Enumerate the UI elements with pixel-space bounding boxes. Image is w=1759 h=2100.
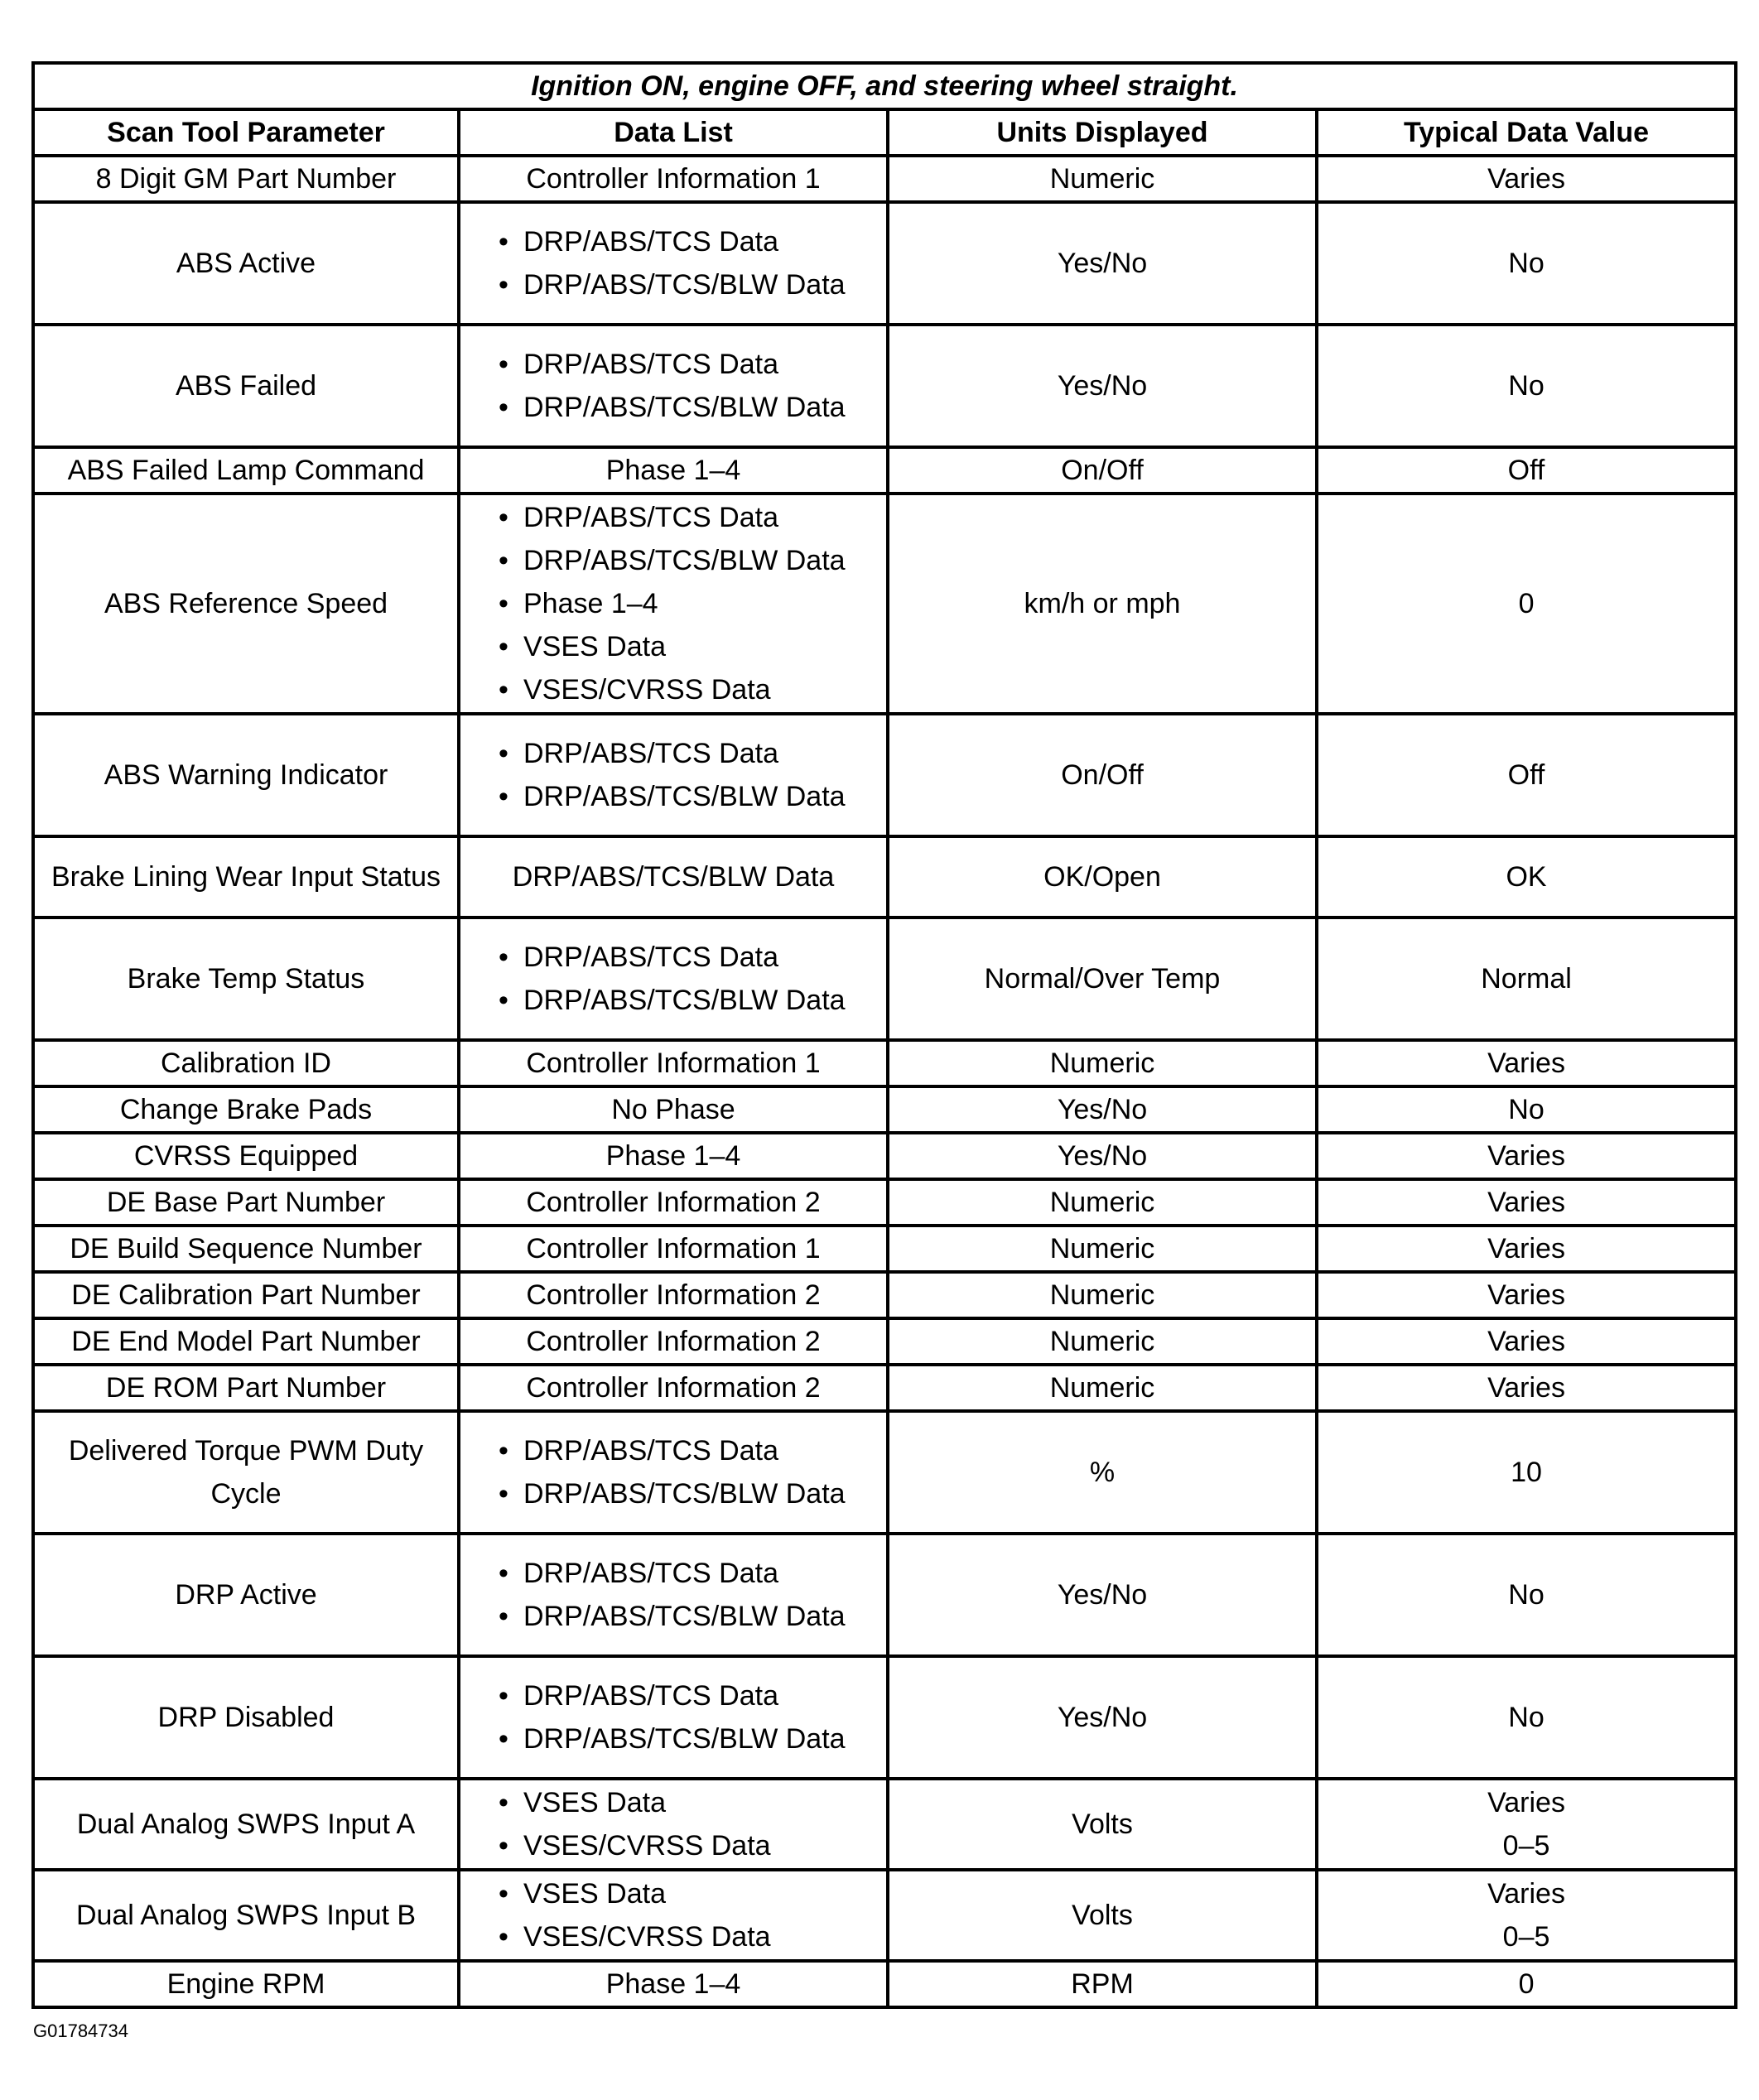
data-list-cell [459, 918, 888, 1040]
parameter-cell: Calibration ID [33, 1040, 459, 1086]
bullet-icon: • [499, 1680, 508, 1712]
bullet-icon: • [499, 1830, 508, 1862]
data-list-item: DRP/ABS/TCS Data [523, 738, 778, 769]
parameter-cell: 8 Digit GM Part Number [33, 156, 459, 202]
table-row [33, 494, 1736, 714]
table-row [33, 1226, 1736, 1272]
table-row [33, 1656, 1736, 1779]
data-list-cell [459, 1086, 888, 1133]
parameter-cell: Dual Analog SWPS Input B [33, 1870, 459, 1961]
data-list-bullet-item [499, 625, 878, 668]
data-list-item: DRP/ABS/TCS Data [523, 502, 778, 533]
data-list-cell [459, 1365, 888, 1411]
bullet-icon: • [499, 588, 508, 619]
typical-value: 10 [1511, 1457, 1542, 1488]
table-row [33, 1086, 1736, 1133]
data-list-item: VSES/CVRSS Data [523, 1921, 771, 1953]
table-row [33, 836, 1736, 918]
table-row [33, 1411, 1736, 1534]
data-list-item: DRP/ABS/TCS Data [523, 942, 778, 973]
bullet-icon: • [499, 1601, 508, 1632]
typical-value: Varies [1487, 1279, 1565, 1311]
units-cell: OK/Open [888, 836, 1317, 918]
bullet-icon: • [499, 1478, 508, 1510]
parameter-cell: ABS Active [33, 202, 459, 325]
typical-value-cell [1317, 1870, 1736, 1961]
table-row [33, 447, 1736, 494]
column-header: Scan Tool Parameter [33, 109, 459, 156]
units-cell: Yes/No [888, 325, 1317, 447]
column-header: Units Displayed [888, 109, 1317, 156]
typical-value-cell [1317, 1179, 1736, 1226]
typical-value-cell [1317, 1365, 1736, 1411]
data-list-item: DRP/ABS/TCS Data [523, 349, 778, 380]
data-list-item: Phase 1–4 [523, 588, 658, 619]
bullet-icon: • [499, 985, 508, 1016]
data-list-item: DRP/ABS/TCS/BLW Data [523, 985, 846, 1016]
typical-value-cell [1317, 918, 1736, 1040]
data-list-item: DRP/ABS/TCS/BLW Data [523, 392, 846, 423]
bullet-icon: • [499, 502, 508, 533]
data-list-item: DRP/ABS/TCS/BLW Data [512, 861, 835, 893]
typical-value: 0 [1518, 1968, 1535, 2000]
typical-value-cell [1317, 1961, 1736, 2007]
data-list-cell [459, 325, 888, 447]
data-list-item: VSES/CVRSS Data [523, 674, 771, 706]
data-list-cell [459, 1656, 888, 1779]
data-list-item: Controller Information 2 [526, 1326, 821, 1357]
typical-value: 0–5 [1502, 1830, 1550, 1862]
typical-value-cell [1317, 156, 1736, 202]
table-row [33, 714, 1736, 836]
typical-value-cell [1317, 714, 1736, 836]
units-cell: Numeric [888, 1365, 1317, 1411]
data-list-bullet-item [499, 1717, 878, 1760]
data-list-bullet-item [499, 1915, 878, 1958]
bullet-icon: • [499, 349, 508, 380]
table-row [33, 1318, 1736, 1365]
parameter-cell: ABS Failed Lamp Command [33, 447, 459, 494]
parameter-cell: Brake Lining Wear Input Status [33, 836, 459, 918]
table-row [33, 1040, 1736, 1086]
data-list-item: VSES Data [523, 1787, 666, 1818]
bullet-icon: • [499, 392, 508, 423]
parameter-cell: DE Build Sequence Number [33, 1226, 459, 1272]
parameter-cell: ABS Reference Speed [33, 494, 459, 714]
data-list-item: VSES Data [523, 1878, 666, 1910]
data-list-cell [459, 1226, 888, 1272]
bullet-icon: • [499, 1787, 508, 1818]
typical-value-cell [1317, 1272, 1736, 1318]
table-caption: Ignition ON, engine OFF, and steering wheel straight. [33, 63, 1736, 109]
figure-code: G01784734 [33, 2021, 128, 2041]
data-list-bullet-item [499, 496, 878, 539]
data-list-cell [459, 494, 888, 714]
data-list-item: DRP/ABS/TCS Data [523, 226, 778, 258]
data-list-bullet-item [499, 263, 878, 306]
typical-value: Varies [1487, 1140, 1565, 1172]
typical-value: No [1508, 370, 1545, 402]
data-list-cell [459, 836, 888, 918]
data-list-item: Phase 1–4 [605, 1968, 741, 2000]
typical-value: No [1508, 1094, 1545, 1125]
bullet-icon: • [499, 1878, 508, 1910]
units-cell: Numeric [888, 1040, 1317, 1086]
units-cell: On/Off [888, 714, 1317, 836]
units-cell: Yes/No [888, 1534, 1317, 1656]
units-cell: Yes/No [888, 1133, 1317, 1179]
parameter-cell: Delivered Torque PWM Duty Cycle [33, 1411, 459, 1534]
data-list-bullet-item [499, 732, 878, 775]
data-list-item: DRP/ABS/TCS/BLW Data [523, 1601, 846, 1632]
table-row [33, 1779, 1736, 1870]
parameter-cell: Engine RPM [33, 1961, 459, 2007]
table-row [33, 1272, 1736, 1318]
table-row [33, 1870, 1736, 1961]
data-list-item: Controller Information 2 [526, 1187, 821, 1218]
data-list-bullet-item [499, 582, 878, 625]
data-list-bullet-item [499, 386, 878, 429]
units-cell: Numeric [888, 1318, 1317, 1365]
typical-value: No [1508, 248, 1545, 279]
units-cell: Numeric [888, 1272, 1317, 1318]
table-row [33, 1365, 1736, 1411]
data-list-item: DRP/ABS/TCS/BLW Data [523, 1723, 846, 1755]
bullet-icon: • [499, 942, 508, 973]
units-cell: Numeric [888, 1179, 1317, 1226]
data-list-item: Controller Information 1 [526, 1233, 821, 1264]
units-cell: Volts [888, 1779, 1317, 1870]
bullet-icon: • [499, 631, 508, 662]
bullet-icon: • [499, 226, 508, 258]
column-header: Data List [459, 109, 888, 156]
data-list-item: VSES/CVRSS Data [523, 1830, 771, 1862]
table-row [33, 1534, 1736, 1656]
data-list-bullet-item [499, 1552, 878, 1595]
units-cell: Normal/Over Temp [888, 918, 1317, 1040]
units-cell: RPM [888, 1961, 1317, 2007]
typical-value: 0–5 [1502, 1921, 1550, 1953]
data-list-item: DRP/ABS/TCS Data [523, 1435, 778, 1467]
scan-tool-data-table [31, 61, 1737, 2009]
data-list-item: Controller Information 1 [526, 163, 821, 195]
units-cell: % [888, 1411, 1317, 1534]
data-list-bullet-item [499, 1781, 878, 1824]
typical-value-cell [1317, 1534, 1736, 1656]
typical-value-cell [1317, 1133, 1736, 1179]
data-list-item: DRP/ABS/TCS/BLW Data [523, 269, 846, 301]
data-list-cell [459, 1534, 888, 1656]
units-cell: Yes/No [888, 1656, 1317, 1779]
typical-value-cell [1317, 1411, 1736, 1534]
parameter-cell: ABS Failed [33, 325, 459, 447]
table-row [33, 202, 1736, 325]
bullet-icon: • [499, 1558, 508, 1589]
typical-value: No [1508, 1579, 1545, 1611]
table-header-row [33, 109, 1736, 156]
table-row [33, 1133, 1736, 1179]
typical-value-cell [1317, 1086, 1736, 1133]
typical-value-cell [1317, 1226, 1736, 1272]
typical-value-cell [1317, 1040, 1736, 1086]
data-list-bullet-item [499, 220, 878, 263]
parameter-cell: Dual Analog SWPS Input A [33, 1779, 459, 1870]
data-list-bullet-item [499, 343, 878, 386]
typical-value: Varies [1487, 1048, 1565, 1079]
data-list-cell [459, 447, 888, 494]
data-list-item: DRP/ABS/TCS/BLW Data [523, 781, 846, 812]
data-list-cell [459, 1133, 888, 1179]
typical-value: Normal [1481, 963, 1572, 995]
table-row [33, 325, 1736, 447]
data-list-cell [459, 202, 888, 325]
parameter-cell: Brake Temp Status [33, 918, 459, 1040]
data-list-bullet-item [499, 936, 878, 979]
data-list-item: Controller Information 1 [526, 1048, 821, 1079]
typical-value: 0 [1518, 588, 1535, 619]
table-row [33, 918, 1736, 1040]
parameter-cell: DE Base Part Number [33, 1179, 459, 1226]
data-list-item: DRP/ABS/TCS Data [523, 1680, 778, 1712]
data-list-bullet-item [499, 1824, 878, 1867]
typical-value-cell [1317, 1656, 1736, 1779]
parameter-cell: DE End Model Part Number [33, 1318, 459, 1365]
bullet-icon: • [499, 1921, 508, 1953]
data-list-cell [459, 1040, 888, 1086]
parameter-cell: DE ROM Part Number [33, 1365, 459, 1411]
data-list-cell [459, 714, 888, 836]
bullet-icon: • [499, 1435, 508, 1467]
typical-value: Varies [1487, 1878, 1565, 1910]
data-list-item: VSES Data [523, 631, 666, 662]
data-list-bullet-item [499, 539, 878, 582]
typical-value-cell [1317, 447, 1736, 494]
table-row [33, 156, 1736, 202]
table-body [33, 156, 1736, 2007]
data-list-item: Phase 1–4 [605, 1140, 741, 1172]
units-cell: Volts [888, 1870, 1317, 1961]
bullet-icon: • [499, 545, 508, 576]
typical-value-cell [1317, 325, 1736, 447]
units-cell: km/h or mph [888, 494, 1317, 714]
parameter-cell: DE Calibration Part Number [33, 1272, 459, 1318]
typical-value: Varies [1487, 1187, 1565, 1218]
table-row [33, 1179, 1736, 1226]
data-list-cell [459, 156, 888, 202]
data-list-bullet-item [499, 668, 878, 711]
typical-value-cell [1317, 202, 1736, 325]
units-cell: On/Off [888, 447, 1317, 494]
data-list-bullet-item [499, 1674, 878, 1717]
data-list-cell [459, 1961, 888, 2007]
parameter-cell: ABS Warning Indicator [33, 714, 459, 836]
bullet-icon: • [499, 738, 508, 769]
typical-value: Varies [1487, 163, 1565, 195]
data-list-item: DRP/ABS/TCS/BLW Data [523, 545, 846, 576]
table-caption-row [33, 63, 1736, 109]
typical-value: Off [1507, 455, 1545, 486]
data-list-item: DRP/ABS/TCS Data [523, 1558, 778, 1589]
data-list-item: Controller Information 2 [526, 1279, 821, 1311]
typical-value: OK [1506, 861, 1547, 893]
typical-value: Varies [1487, 1326, 1565, 1357]
data-list-bullet-item [499, 775, 878, 818]
parameter-cell: CVRSS Equipped [33, 1133, 459, 1179]
units-cell: Yes/No [888, 202, 1317, 325]
typical-value-cell [1317, 494, 1736, 714]
typical-value: Varies [1487, 1372, 1565, 1404]
data-list-cell [459, 1179, 888, 1226]
typical-value: Off [1507, 759, 1545, 791]
data-list-cell [459, 1318, 888, 1365]
data-list-cell [459, 1272, 888, 1318]
data-list-cell [459, 1779, 888, 1870]
data-list-item: Phase 1–4 [605, 455, 741, 486]
typical-value-cell [1317, 1779, 1736, 1870]
data-list-cell [459, 1411, 888, 1534]
typical-value: No [1508, 1702, 1545, 1733]
units-cell: Yes/No [888, 1086, 1317, 1133]
bullet-icon: • [499, 674, 508, 706]
typical-value-cell [1317, 836, 1736, 918]
data-list-bullet-item [499, 1429, 878, 1472]
typical-value: Varies [1487, 1233, 1565, 1264]
units-cell: Numeric [888, 1226, 1317, 1272]
parameter-cell: DRP Active [33, 1534, 459, 1656]
parameter-cell: DRP Disabled [33, 1656, 459, 1779]
data-list-item: No Phase [611, 1094, 735, 1125]
data-list-item: Controller Information 2 [526, 1372, 821, 1404]
data-list-item: DRP/ABS/TCS/BLW Data [523, 1478, 846, 1510]
parameter-cell: Change Brake Pads [33, 1086, 459, 1133]
data-list-bullet-item [499, 1472, 878, 1515]
column-header: Typical Data Value [1317, 109, 1736, 156]
data-list-bullet-item [499, 1595, 878, 1638]
typical-value: Varies [1487, 1787, 1565, 1818]
table-row [33, 1961, 1736, 2007]
bullet-icon: • [499, 269, 508, 301]
bullet-icon: • [499, 781, 508, 812]
units-cell: Numeric [888, 156, 1317, 202]
data-list-cell [459, 1870, 888, 1961]
typical-value-cell [1317, 1318, 1736, 1365]
data-list-bullet-item [499, 979, 878, 1022]
bullet-icon: • [499, 1723, 508, 1755]
data-list-bullet-item [499, 1872, 878, 1915]
